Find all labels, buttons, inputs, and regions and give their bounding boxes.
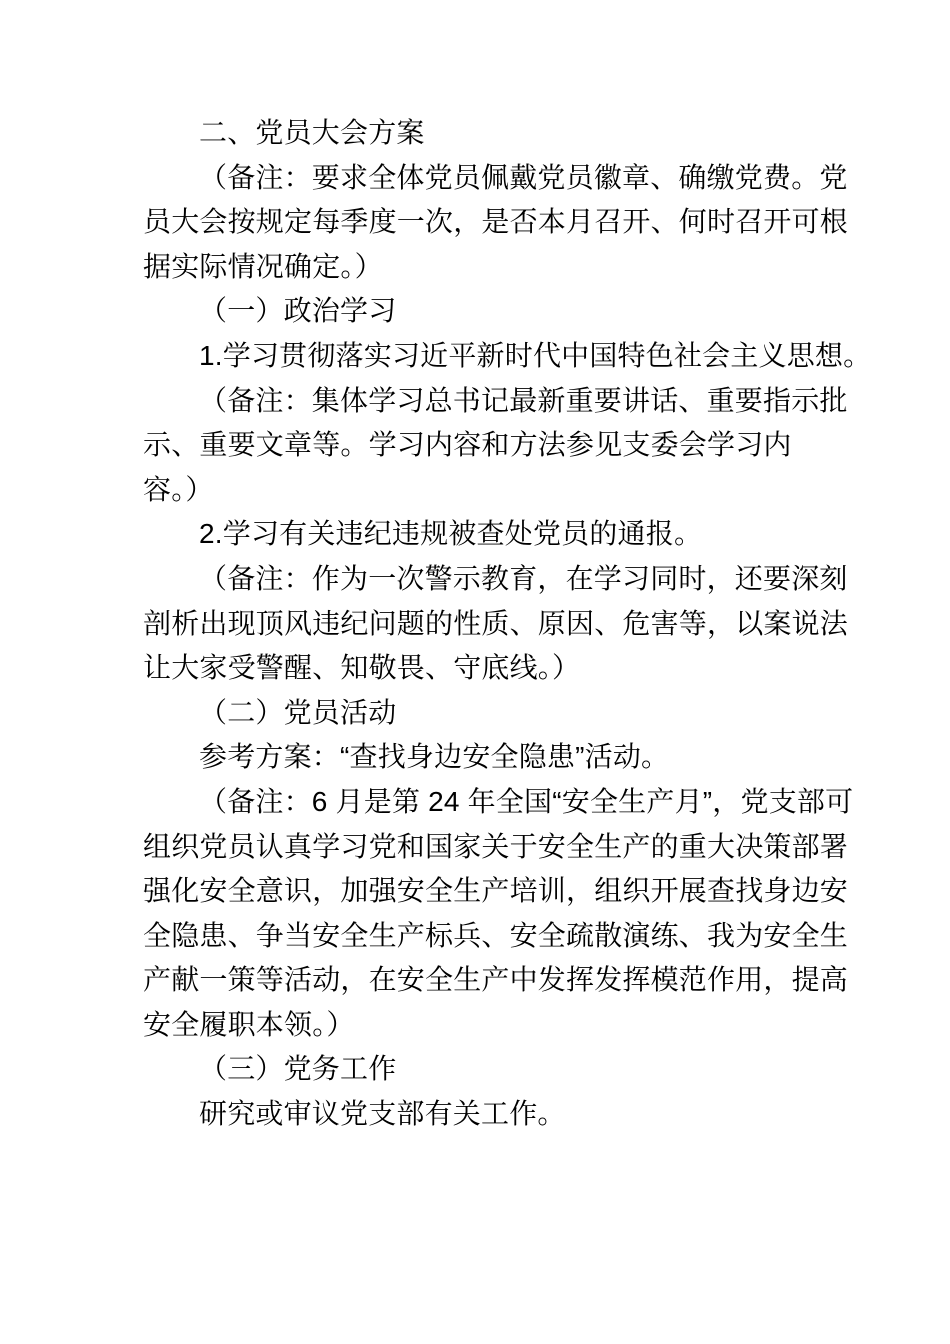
text-line: 示、重要文章等。学习内容和方法参见支委会学习内: [143, 429, 792, 461]
text-line: 二、党员大会方案: [199, 117, 425, 148]
text-line: 剖析出现顶风违纪问题的性质、原因、危害等，以案说法: [143, 607, 849, 639]
text-line: 据实际情况确定。）: [143, 250, 383, 282]
text-line: 2.学习有关违纪违规被查处党员的通报。: [199, 518, 703, 550]
text-line: 组织党员认真学习党和国家关于安全生产的重大决策部署: [143, 830, 849, 862]
text-line: （三）党务工作: [199, 1053, 397, 1085]
text-line: 容。）: [143, 473, 214, 505]
text-line: （备注：6 月是第 24 年全国“安全生产月”，党支部可: [199, 785, 854, 817]
text-line: （一）政治学习: [199, 295, 397, 327]
text-line: 强化安全意识，加强安全生产培训，组织开展查找身边安: [143, 875, 849, 907]
text-line: 1.学习贯彻落实习近平新时代中国特色社会主义思想。: [199, 339, 872, 371]
text-line: 安全履职本领。）: [143, 1008, 355, 1040]
text-line: （备注：集体学习总书记最新重要讲话、重要指示批: [199, 384, 848, 416]
text-line: 员大会按规定每季度一次，是否本月召开、何时召开可根: [143, 206, 849, 238]
text-line: 全隐患、争当安全生产标兵、安全疏散演练、我为安全生: [143, 919, 849, 951]
text-line: 参考方案：“查找身边安全隐患”活动。: [199, 741, 670, 773]
text-line: 让大家受警醒、知敬畏、守底线。）: [143, 652, 581, 684]
text-line: （备注：作为一次警示教育，在学习同时，还要深刻: [199, 562, 848, 594]
text-line: （二）党员活动: [199, 696, 397, 728]
text-line: （备注：要求全体党员佩戴党员徽章、确缴党费。党: [199, 161, 848, 193]
text-line: 产献一策等活动，在安全生产中发挥发挥模范作用，提高: [143, 964, 849, 996]
text-line: 研究或审议党支部有关工作。: [199, 1098, 566, 1130]
